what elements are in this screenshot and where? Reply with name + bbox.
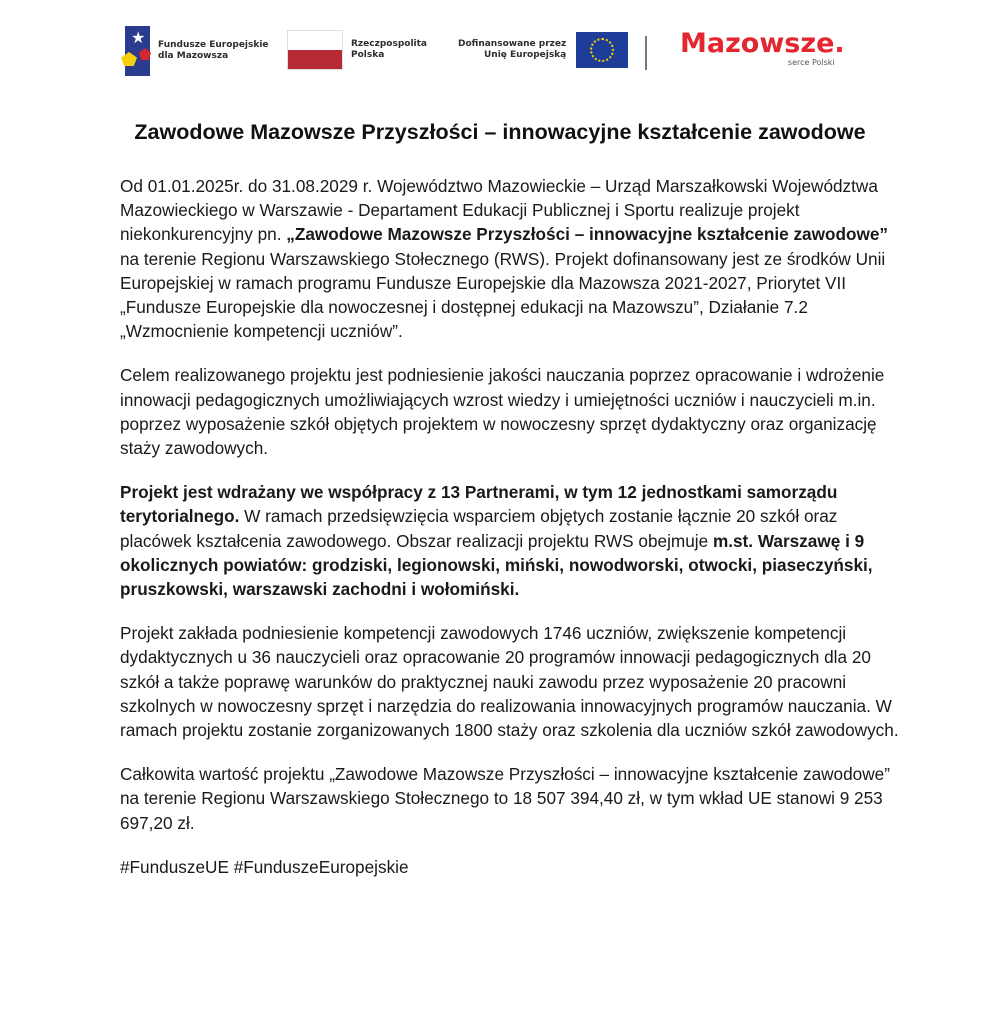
page-title: Zawodowe Mazowsze Przyszłości – innowacyjne kształcenie zawodowe — [134, 120, 866, 145]
pl-logo-line1: Rzeczpospolita — [351, 39, 427, 49]
logo-divider — [645, 36, 647, 70]
eu-logo-line1: Dofinansowane przez — [458, 39, 567, 49]
mazowsze-wordmark: Mazowsze. — [680, 28, 845, 59]
document-body — [120, 174, 900, 899]
mazowsze-logo — [680, 30, 845, 67]
fe-star-icon: ★ — [125, 26, 150, 76]
mazowsze-tagline: serce Polski — [787, 58, 835, 67]
fe-logo-line1: Fundusze Europejskie — [158, 40, 269, 50]
rzeczpospolita-polska-logo — [287, 30, 427, 70]
paragraph-outcomes: Projekt zakłada podniesienie kompetencji zawodowych 1746 uczniów, zwiększenie kompetencji dydaktycznych u 36 nauczycieli oraz opracowanie 20 programów innowacji pedagogicznych dla 20 szkół a także poprawę warunków do praktycznej nauki zawodu przez wyposażenie 20 pracowni szkolnych w nowoczesny sprzęt i narzędzia do realizowania innowacyjnych programów nauczania. W ramach projektu zostanie zorganizowanych 1800 staży oraz szkolenia dla uczniów szkół zawodowych. — [120, 623, 899, 741]
paragraph-project-intro: Od 01.01.2025r. do 31.08.2029 r. Województwo Mazowieckie – Urząd Marszałkowski Województwa Mazowieckiego w Warszawie - Departament Edukacji Publicznej i Sportu realizuje projekt niekonkurencyjny pn. „Zawodowe Mazowsze Przyszłości – innowacyjne kształcenie zawodowe” na terenie Regionu Warszawskiego Stołecznego (RWS). Projekt dofinansowany jest ze środków Unii Europejskiej w ramach programu Fundusze Europejskie dla Mazowsza 2021-2027, Priorytet VII „Fundusze Europejskie dla nowoczesnej i dostępnej edukacji na Mazowszu”, Działanie 7.2 „Wzmocnienie kompetencji uczniów”. — [120, 176, 888, 342]
pl-logo-line2: Polska — [351, 50, 385, 60]
paragraph-project-goal: Celem realizowanego projektu jest podniesienie jakości nauczania poprzez opracowanie i wdrożenie innowacji pedagogicznych umożliwiających wzrost wiedzy i umiejętności uczniów i nauczycieli m.in. poprzez wyposażenie szkół objętych projektem w nowoczesny sprzęt dydaktyczny oraz organizację staży zawodowych. — [120, 365, 885, 459]
eu-logo-line2: Unię Europejską — [483, 50, 567, 60]
fe-logo-line2: dla Mazowsza — [158, 51, 229, 61]
eu-flag-icon — [576, 32, 628, 68]
fundusze-europejskie-logo — [125, 26, 269, 76]
logo-bar — [0, 22, 1000, 80]
hashtags: #FunduszeUE #FunduszeEuropejskie — [120, 856, 409, 877]
project-name-bold: „Zawodowe Mazowsze Przyszłości – innowacyjne kształcenie zawodowe” — [286, 224, 888, 245]
paragraph-partners: Projekt jest wdrażany we współpracy z 13 Partnerami, w tym 12 jednostkami samorządu terytorialnego. W ramach przedsięwzięcia wsparciem objętych zostanie łącznie 20 szkół oraz placówek kształcenia zawodowego. Obszar realizacji projektu RWS obejmuje m.st. Warszawę i 9 okolicznych powiatów: grodziski, legionowski, miński, nowodworski, otwocki, piaseczyński, pruszkowski, warszawski zachodni i wołomiński. — [120, 482, 873, 600]
eu-cofunding-logo — [458, 32, 628, 68]
paragraph-budget: Całkowita wartość projektu „Zawodowe Mazowsze Przyszłości – innowacyjne kształcenie zawodowe” na terenie Regionu Warszawskiego Stołecznego to 18 507 394,40 zł, w tym wkład UE stanowi 9 253 697,20 zł. — [120, 764, 890, 833]
partners-bold: Projekt jest wdrażany we współpracy z 13 Partnerami, w tym 12 jednostkami samorządu terytorialnego. — [120, 482, 838, 527]
polish-flag-icon — [287, 30, 343, 70]
area-bold: m.st. Warszawę i 9 okolicznych powiatów: grodziski, legionowski, miński, nowodworski, otwocki, piaseczyński, pruszkowski, warszawski zachodni i wołomiński. — [120, 530, 873, 600]
